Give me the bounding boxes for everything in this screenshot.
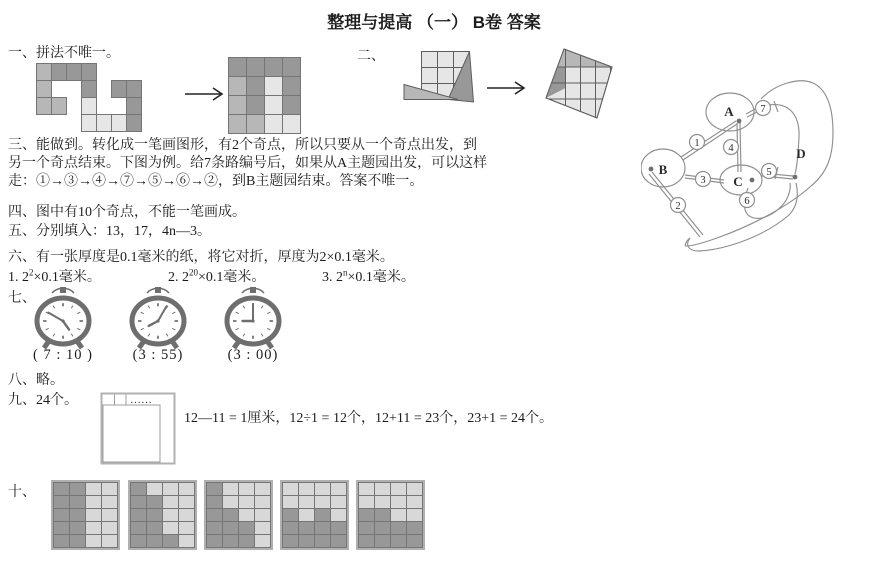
item1-unit: ×0.1毫米。: [33, 270, 101, 285]
grid-cell: [162, 534, 179, 548]
map-path-7-to-D: [769, 105, 799, 174]
grid-cell: [81, 114, 97, 132]
park-B-label: B: [658, 162, 668, 177]
section10-heading: 十、: [8, 485, 36, 500]
grid-cell: [282, 76, 301, 96]
park-C-label: C: [733, 174, 743, 189]
path-number-3: [696, 172, 711, 187]
grid-cell: [53, 521, 70, 535]
grid-cell: [178, 534, 195, 548]
grid-cell: [81, 80, 97, 98]
grid-cell: [406, 495, 423, 509]
grid-cell: [264, 114, 283, 134]
grid-cell: [222, 482, 239, 496]
grid-cell: [314, 521, 331, 535]
grid-cell: [162, 521, 179, 535]
half-grid-5: [356, 480, 425, 550]
section7-heading: 七、: [8, 291, 36, 306]
grid-cell: [101, 482, 118, 496]
grid-cell: [101, 495, 118, 509]
path-number-5: [762, 164, 777, 179]
grid-cell: [264, 57, 283, 77]
item2-exponent: 20: [189, 267, 198, 278]
node-C-dot: [750, 178, 755, 183]
grid-cell: [314, 495, 331, 509]
grid-cell: [282, 534, 299, 548]
grid-cell: [126, 80, 142, 98]
grid-cell: [374, 534, 391, 548]
grid-cell: [111, 80, 127, 98]
grid-cell: [228, 95, 247, 115]
grid-cell: [330, 534, 347, 548]
grid-cell: [222, 521, 239, 535]
grid-cell: [358, 521, 375, 535]
svg-text:2: 2: [675, 200, 681, 212]
grid-cell: [126, 97, 142, 115]
park-map-diagram: [641, 55, 884, 290]
grid-cell: [206, 534, 223, 548]
section1-heading: 一、拼法不唯一。: [8, 46, 120, 61]
grid-cell: [206, 482, 223, 496]
grid-cell: [228, 76, 247, 96]
svg-text:7: 7: [760, 103, 766, 115]
grid-cell: [228, 114, 247, 134]
grid-cell: [406, 534, 423, 548]
map-tick: [774, 101, 778, 112]
clock-center: [61, 319, 64, 322]
park-D-label: D: [796, 146, 806, 161]
grid-cell: [96, 114, 112, 132]
grid-cell: [282, 114, 301, 134]
grid-cell: [69, 482, 86, 496]
section6-text: 六、有一张厚度是0.1毫米的纸，将它对折，厚度为2×0.1毫米。: [8, 250, 394, 265]
alarm-clock-2: [126, 284, 190, 352]
grid-cell: [358, 534, 375, 548]
grid-cell: [130, 508, 147, 522]
grid-cell: [69, 508, 86, 522]
section1-puzzle-shape: [36, 63, 142, 132]
grid-cell: [81, 63, 97, 81]
ellipsis-dots: ……: [130, 394, 152, 406]
grid-cell: [238, 495, 255, 509]
section1-result-grid: [228, 57, 301, 134]
grid-cell: [374, 482, 391, 496]
grid-cell: [53, 534, 70, 548]
grid-cell: [130, 495, 147, 509]
grid-cell: [390, 534, 407, 548]
section9-square-diagram: [100, 392, 178, 468]
grid-cell: [85, 534, 102, 548]
node-A-dot: [737, 119, 742, 124]
svg-text:5: 5: [766, 166, 772, 178]
grid-cell: [374, 508, 391, 522]
section2-tilted-square: [537, 42, 629, 126]
grid-cell: [206, 508, 223, 522]
grid-cell: [146, 495, 163, 509]
park-A-label: A: [724, 104, 734, 119]
grid-cell: [101, 508, 118, 522]
section2-heading: 二、: [357, 49, 385, 64]
section6-item3: [322, 268, 415, 287]
grid-cell: [51, 97, 67, 115]
clock-2-time: (3 : 55): [132, 347, 184, 363]
grid-cell: [85, 495, 102, 509]
grid-cell: [101, 534, 118, 548]
grid-cell: [282, 508, 299, 522]
grid-cell: [130, 482, 147, 496]
item2-base: 2. 2: [168, 270, 189, 285]
grid-cell: [358, 482, 375, 496]
grid-cell: [298, 534, 315, 548]
grid-cell: [130, 534, 147, 548]
section3-line3: 走：①→③→④→⑦→⑤→⑥→②，到B主题园结束。答案不唯一。: [8, 174, 424, 189]
grid-cell: [222, 495, 239, 509]
grid-cell: [330, 482, 347, 496]
page-title: 整理与提高 （一） B卷 答案: [327, 13, 541, 32]
section9-formula: 12—11 = 1厘米，12÷1 = 12个，12+11 = 23个，23+1 = 24个。: [184, 411, 554, 426]
clock-1-time: ( 7 : 10 ): [33, 347, 93, 363]
grid-cell: [246, 76, 265, 96]
grid-cell: [162, 495, 179, 509]
grid-cell: [206, 495, 223, 509]
grid-cell: [69, 521, 86, 535]
alarm-clock-3: [221, 284, 285, 352]
path-number-7: [756, 101, 771, 116]
grid-cell: [282, 495, 299, 509]
path-number-4: [724, 140, 739, 155]
grid-cell: [254, 482, 271, 496]
grid-cell: [254, 521, 271, 535]
section8-text: 八、略。: [8, 373, 64, 388]
grid-cell: [178, 521, 195, 535]
svg-text:3: 3: [700, 174, 706, 186]
grid-cell: [390, 521, 407, 535]
item3-exponent: n: [343, 267, 348, 278]
grid-cell: [390, 495, 407, 509]
grid-cell: [85, 521, 102, 535]
section3-line1: 三、能做到。转化成一笔画图形，有2个奇点，所以只要从一个奇点出发，到: [8, 138, 477, 153]
grid-cell: [246, 114, 265, 134]
grid-cell: [146, 482, 163, 496]
grid-cell: [238, 534, 255, 548]
section2-source-figure: [403, 51, 479, 105]
grid-cell: [282, 521, 299, 535]
grid-cell: [246, 95, 265, 115]
grid-cell: [390, 482, 407, 496]
grid-cell: [254, 534, 271, 548]
section3-line2: 另一个奇点结束。下图为例。给7条路编号后，如果从A主题园出发，可以这样: [8, 156, 488, 171]
alarm-clock-1: [31, 284, 95, 352]
svg-text:4: 4: [728, 142, 734, 154]
svg-text:1: 1: [694, 137, 700, 149]
grid-cell: [146, 534, 163, 548]
grid-cell: [130, 521, 147, 535]
grid-cell: [178, 508, 195, 522]
grid-cell: [238, 482, 255, 496]
item1-exponent: 2: [29, 267, 34, 278]
grid-cell: [282, 482, 299, 496]
grid-cell: [51, 63, 67, 81]
grid-cell: [101, 521, 118, 535]
path-number-1: [690, 135, 705, 150]
grid-cell: [406, 482, 423, 496]
grid-cell: [298, 521, 315, 535]
grid-cell: [298, 495, 315, 509]
grid-cell: [254, 508, 271, 522]
grid-cell: [246, 57, 265, 77]
map-boundary-inner: [688, 183, 798, 251]
node-B-dot: [649, 167, 654, 172]
grid-cell: [314, 482, 331, 496]
grid-cell: [282, 95, 301, 115]
path-number-6: [740, 193, 755, 208]
grid-cell: [374, 495, 391, 509]
grid-cell: [146, 508, 163, 522]
grid-cell: [111, 114, 127, 132]
section4-text: 四、图中有10个奇点，不能一笔画成。: [8, 205, 246, 220]
item3-base: 3. 2: [322, 270, 343, 285]
grid-cell: [238, 521, 255, 535]
grid-cell: [36, 97, 52, 115]
grid-cell: [406, 508, 423, 522]
grid-cell: [390, 508, 407, 522]
grid-cell: [228, 57, 247, 77]
arrow-right-icon: [486, 80, 530, 96]
grid-cell: [314, 508, 331, 522]
clock-3-time: (3 : 00): [227, 347, 279, 363]
grid-cell: [222, 508, 239, 522]
half-grid-4: [280, 480, 349, 550]
grid-cell: [254, 495, 271, 509]
grid-cell: [222, 534, 239, 548]
clock-center: [251, 319, 254, 322]
grid-cell: [264, 95, 283, 115]
grid-cell: [178, 482, 195, 496]
grid-cell: [53, 482, 70, 496]
grid-cell: [282, 57, 301, 77]
grid-cell: [85, 508, 102, 522]
path-number-2: [671, 198, 686, 213]
item2-unit: ×0.1毫米。: [198, 270, 266, 285]
grid-cell: [66, 63, 82, 81]
grid-cell: [69, 495, 86, 509]
grid-cell: [53, 495, 70, 509]
grid-cell: [330, 508, 347, 522]
grid-cell: [162, 508, 179, 522]
arrow-right-icon: [184, 86, 228, 102]
grid-cell: [264, 76, 283, 96]
grid-cell: [178, 495, 195, 509]
grid-cell: [36, 80, 52, 98]
grid-cell: [81, 97, 97, 115]
half-grid-1: [51, 480, 120, 550]
grid-cell: [358, 495, 375, 509]
grid-cell: [314, 534, 331, 548]
half-grid-3: [204, 480, 273, 550]
grid-cell: [69, 534, 86, 548]
grid-cell: [85, 482, 102, 496]
grid-cell: [298, 482, 315, 496]
svg-text:6: 6: [744, 195, 750, 207]
grid-cell: [238, 508, 255, 522]
grid-cell: [206, 521, 223, 535]
grid-cell: [330, 521, 347, 535]
half-grid-2: [128, 480, 197, 550]
item1-base: 1. 2: [8, 270, 29, 285]
section5-text: 五、分别填入：13，17，4n—3。: [8, 224, 211, 239]
grid-cell: [374, 521, 391, 535]
grid-cell: [330, 495, 347, 509]
grid-cell: [406, 521, 423, 535]
item3-unit: ×0.1毫米。: [347, 270, 415, 285]
node-D-dot: [793, 175, 798, 180]
grid-cell: [358, 508, 375, 522]
clock-center: [156, 319, 159, 322]
grid-cell: [126, 114, 142, 132]
section9-heading: 九、24个。: [8, 393, 78, 408]
grid-cell: [146, 521, 163, 535]
grid-cell: [36, 63, 52, 81]
grid-cell: [162, 482, 179, 496]
grid-cell: [298, 508, 315, 522]
grid-cell: [53, 508, 70, 522]
